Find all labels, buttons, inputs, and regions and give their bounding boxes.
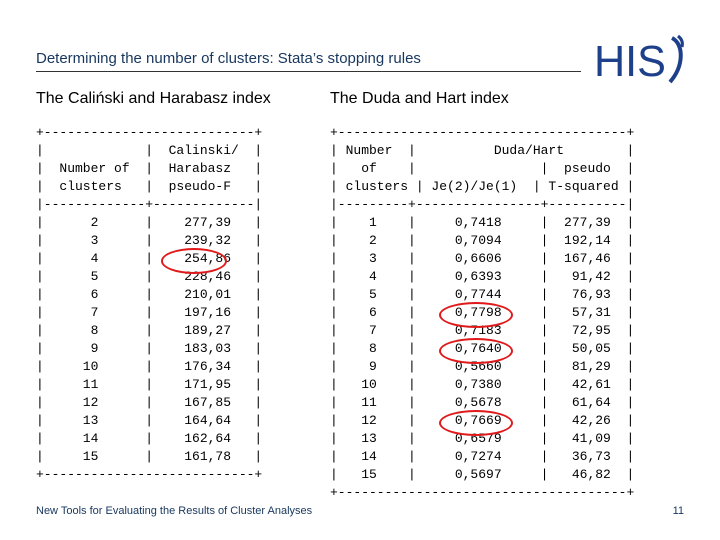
his-logo [592,34,688,86]
table-row: | 15 | 161,78 | [36,449,263,464]
table-row: | 13 | 0,6579 | 41,09 | [330,431,635,446]
table-header-line: | Number of | Harabasz | [36,161,263,176]
highlight-ring [439,302,513,328]
table-header-line: | clusters | Je(2)/Je(1) | T-squared | [330,179,635,194]
table-row: | 12 | 0,7669 | 42,26 | [330,413,635,428]
calinski-table [36,124,262,484]
his-logo-text: HIS [594,37,666,86]
table-separator-line: |---------+----------------+----------| [330,197,635,212]
table-row: | 2 | 0,7094 | 192,14 | [330,233,635,248]
table-row: | 6 | 0,7798 | 57,31 | [330,305,635,320]
table-row: | 14 | 162,64 | [36,431,263,446]
highlight-ring [161,248,227,274]
table-border-line: +---------------------------+ [36,125,263,140]
table-row: | 7 | 0,7183 | 72,95 | [330,323,635,338]
page-number: 11 [672,505,684,517]
table-row: | 2 | 277,39 | [36,215,263,230]
title-rule [36,71,581,72]
table-row: | 15 | 0,5697 | 46,82 | [330,467,635,482]
table-header-line: | Number | Duda/Hart | [330,143,635,158]
table-row: | 4 | 0,6393 | 91,42 | [330,269,635,284]
table-row: | 1 | 0,7418 | 277,39 | [330,215,635,230]
table-row: | 3 | 239,32 | [36,233,263,248]
table-row: | 7 | 197,16 | [36,305,263,320]
table-row: | 14 | 0,7274 | 36,73 | [330,449,635,464]
table-border-line: +-------------------------------------+ [330,125,635,140]
slide-title: Determining the number of clusters: Stata’s stopping rules [36,50,421,67]
table-row: | 11 | 0,5678 | 61,64 | [330,395,635,410]
footer-text: New Tools for Evaluating the Results of Cluster Analyses [36,505,313,517]
table-row: | 5 | 228,46 | [36,269,263,284]
table-row: | 11 | 171,95 | [36,377,263,392]
table-row: | 10 | 0,7380 | 42,61 | [330,377,635,392]
table-row: | 6 | 210,01 | [36,287,263,302]
duda-heading: The Duda and Hart index [330,90,509,107]
logo-swoosh-icon [670,38,681,82]
highlight-ring [439,338,513,364]
table-header-line: | | Calinski/ | [36,143,263,158]
table-row: | 12 | 167,85 | [36,395,263,410]
table-header-line: | of | | pseudo | [330,161,635,176]
table-row: | 3 | 0,6606 | 167,46 | [330,251,635,266]
table-row: | 10 | 176,34 | [36,359,263,374]
table-separator-line: |-------------+-------------| [36,197,263,212]
table-row: | 9 | 0,5660 | 81,29 | [330,359,635,374]
calinski-heading: The Caliński and Harabasz index [36,90,271,107]
table-border-line: +---------------------------+ [36,467,263,482]
table-border-line: +-------------------------------------+ [330,485,635,500]
table-row: | 8 | 189,27 | [36,323,263,338]
table-row: | 5 | 0,7744 | 76,93 | [330,287,635,302]
table-row: | 13 | 164,64 | [36,413,263,428]
table-row: | 9 | 183,03 | [36,341,263,356]
table-row: | 8 | 0,7640 | 50,05 | [330,341,635,356]
table-header-line: | clusters | pseudo-F | [36,179,263,194]
table-row: | 4 | 254,86 | [36,251,263,266]
highlight-ring [439,410,513,436]
